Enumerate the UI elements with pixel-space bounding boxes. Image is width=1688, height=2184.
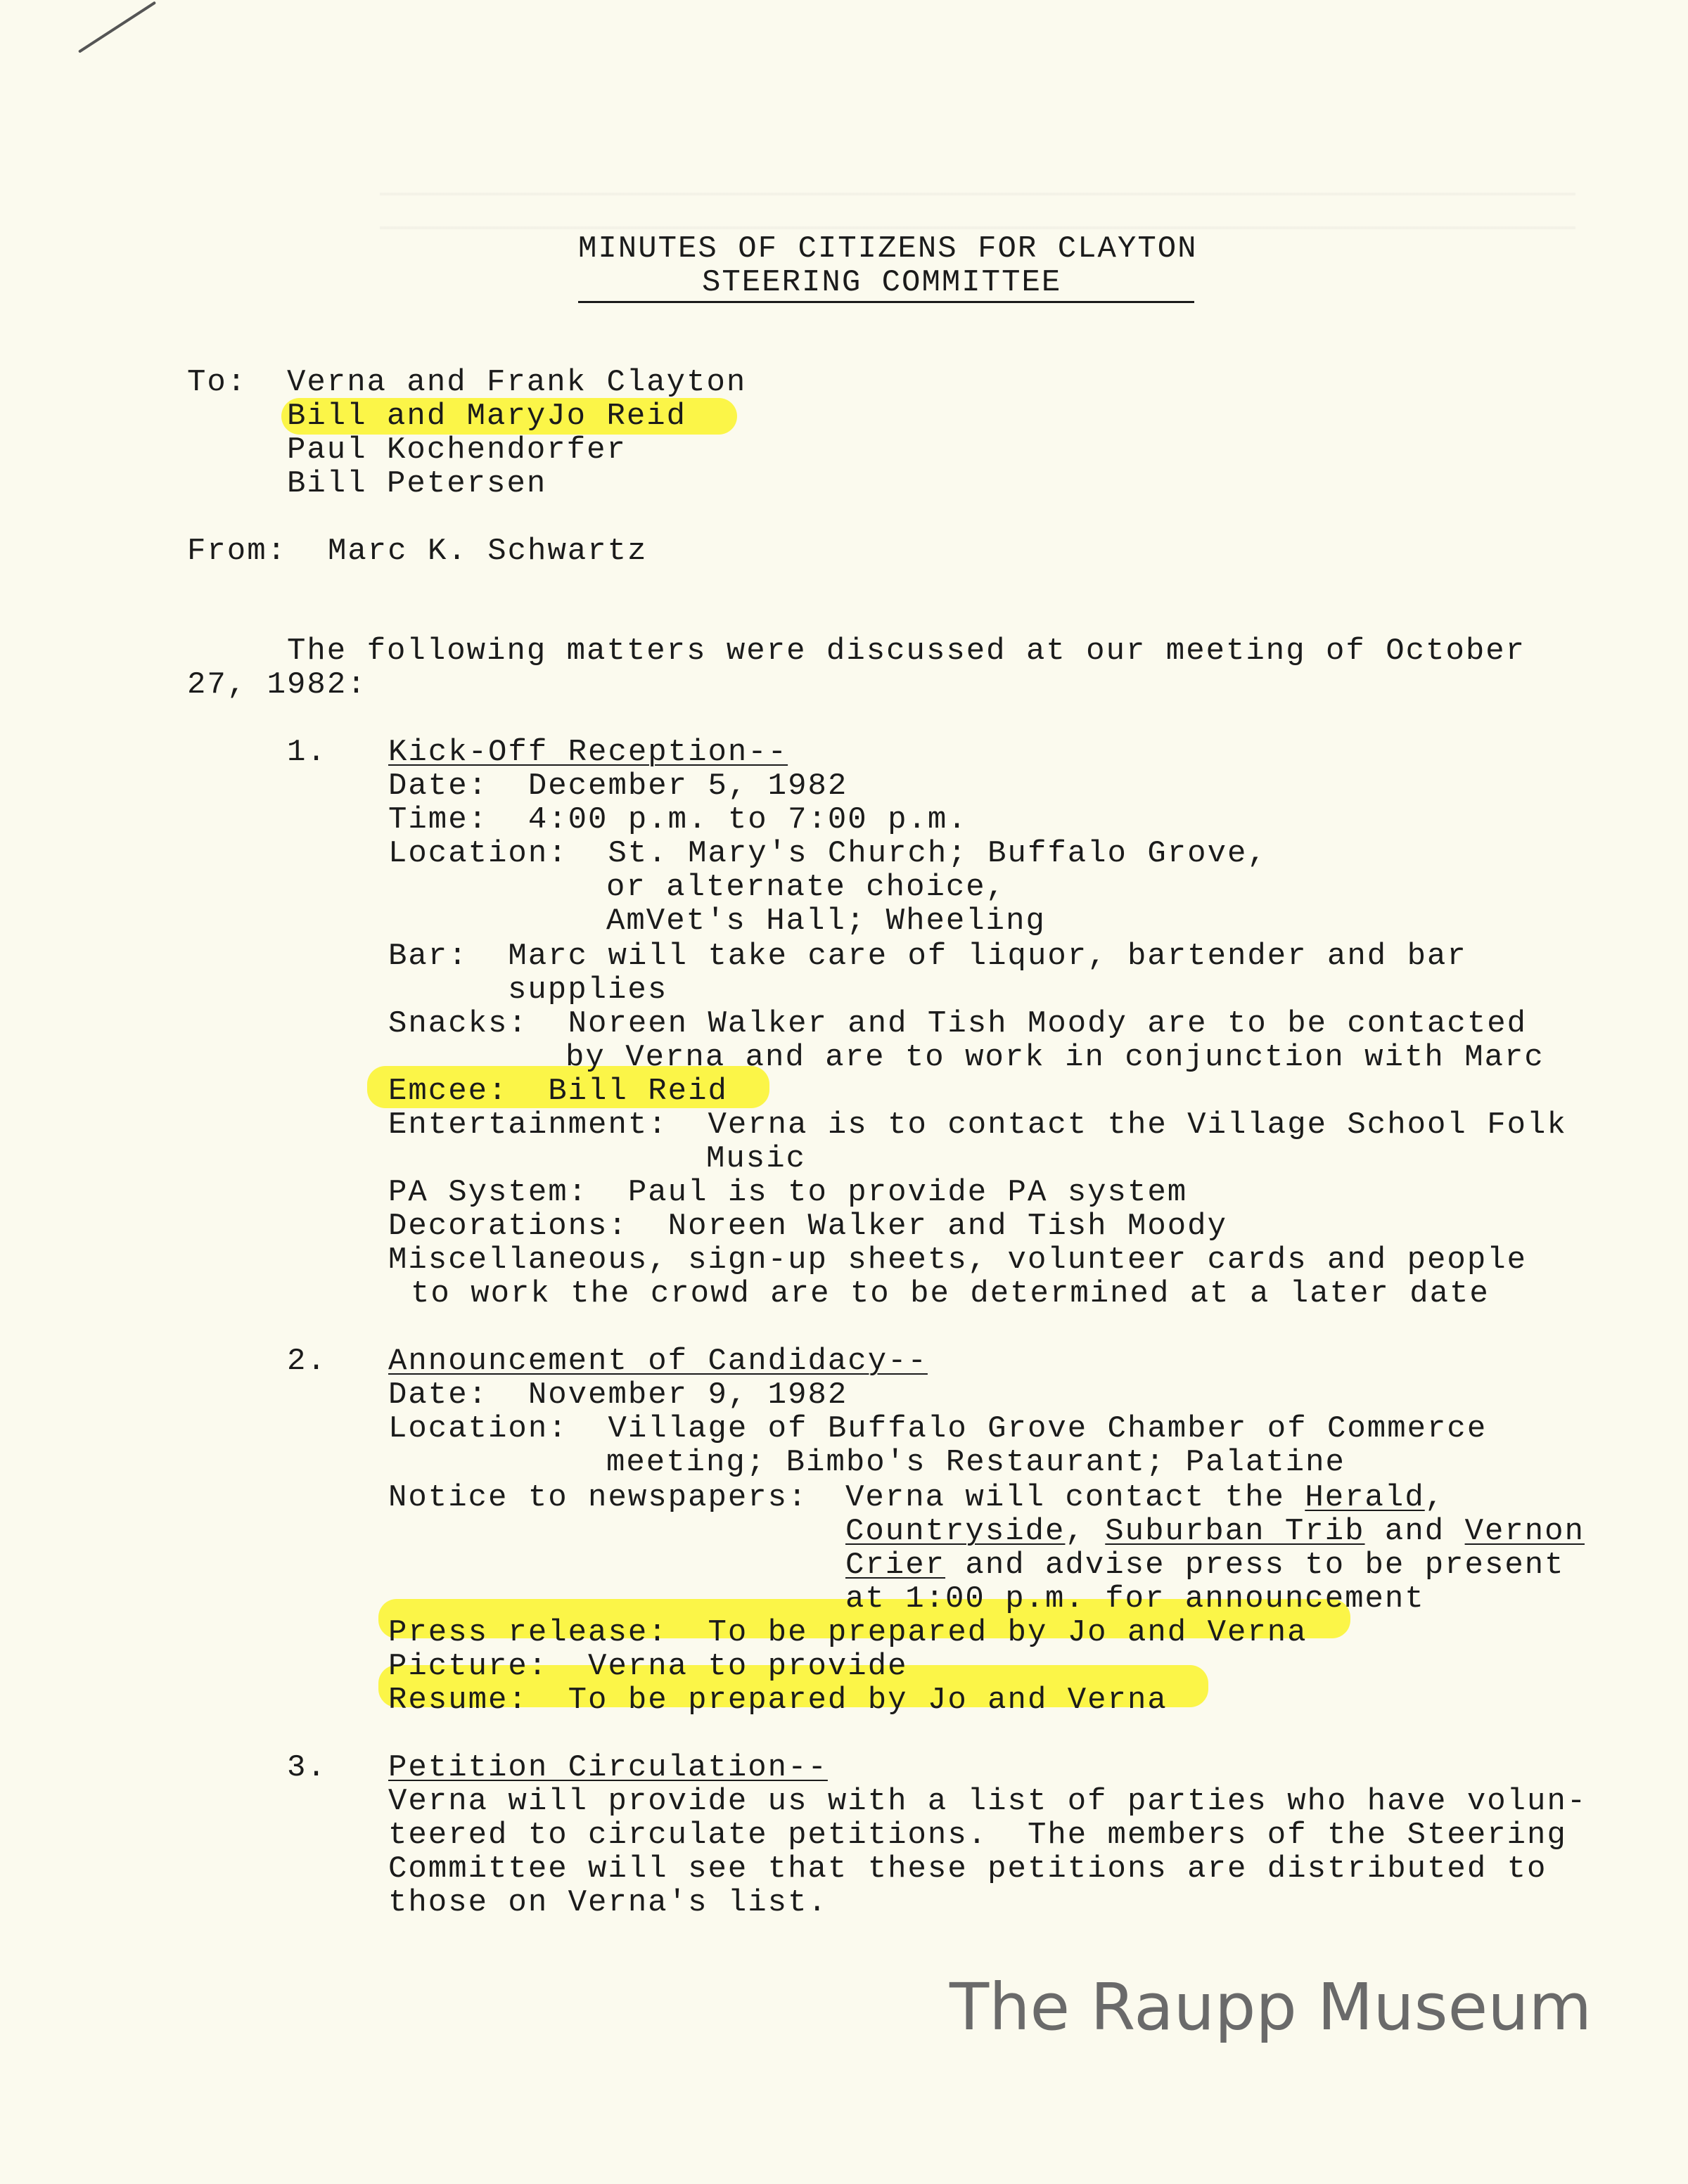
notice-text-c: and advise press to be present (945, 1548, 1565, 1583)
item2-notice-line-2: Countryside, Suburban Trib and Vernon (845, 1514, 1585, 1549)
item2-press-release: Press release: To be prepared by Jo and Verna (388, 1615, 1307, 1650)
item2-location-1: Location: Village of Buffalo Grove Chamber of Commerce (388, 1411, 1488, 1446)
newspaper-vernon: Vernon (1464, 1514, 1585, 1549)
item3-body-4: those on Verna's list. (388, 1885, 828, 1920)
item3-body-1: Verna will provide us with a list of parties who have volun- (388, 1784, 1587, 1819)
item1-entertainment-1: Entertainment: Verna is to contact the Village School Folk (388, 1107, 1567, 1143)
recipient-3: Paul Kochendorfer (287, 432, 627, 468)
item1-decorations: Decorations: Noreen Walker and Tish Moody (388, 1209, 1227, 1244)
item1-time: Time: 4:00 p.m. to 7:00 p.m. (388, 802, 968, 837)
museum-watermark: The Raupp Museum (950, 1970, 1592, 2045)
item1-date: Date: December 5, 1982 (388, 769, 848, 804)
item1-snacks-2: by Verna and are to work in conjunction with Marc (565, 1040, 1545, 1075)
newspaper-countryside: Countryside (845, 1514, 1066, 1549)
item1-snacks-1: Snacks: Noreen Walker and Tish Moody are to be contacted (388, 1006, 1528, 1041)
item2-notice-label: Notice to newspapers: (388, 1480, 808, 1515)
item2-location-2: meeting; Bimbo's Restaurant; Palatine (606, 1445, 1345, 1480)
item1-emcee: Emcee: Bill Reid (388, 1074, 728, 1109)
intro-line-2: 27, 1982: (187, 667, 367, 702)
item1-pa-system: PA System: Paul is to provide PA system (388, 1175, 1188, 1210)
recipient-2: Bill and MaryJo Reid (287, 399, 687, 434)
notice-and: and (1364, 1514, 1465, 1549)
title-underline (578, 301, 1194, 303)
to-label: To: (187, 365, 248, 400)
item1-misc-2: to work the crowd are to be determined at a later date (411, 1276, 1490, 1311)
item2-date: Date: November 9, 1982 (388, 1377, 848, 1413)
item3-number: 3. (287, 1750, 327, 1785)
staple-mark (78, 1, 156, 53)
item3-body-3: Committee will see that these petitions are distributed to (388, 1851, 1547, 1887)
item1-location-2: or alternate choice, (606, 870, 1006, 905)
newspaper-suburban-trib: Suburban Trib (1105, 1514, 1365, 1549)
item2-number: 2. (287, 1344, 327, 1379)
recipient-4: Bill Petersen (287, 466, 547, 501)
item1-number: 1. (287, 735, 327, 770)
item2-picture: Picture: Verna to provide (388, 1649, 908, 1684)
item1-misc-1: Miscellaneous, sign-up sheets, volunteer cards and people (388, 1242, 1528, 1278)
item1-heading: Kick-Off Reception-- (388, 735, 788, 770)
item2-notice-line-1: Verna will contact the Herald, (845, 1480, 1445, 1515)
title-line-2: STEERING COMMITTEE (702, 265, 1062, 300)
item3-heading: Petition Circulation-- (388, 1750, 828, 1785)
item1-entertainment-2: Music (706, 1141, 807, 1176)
item2-resume: Resume: To be prepared by Jo and Verna (388, 1683, 1168, 1718)
item1-location-3: AmVet's Hall; Wheeling (606, 904, 1046, 939)
item1-location-1: Location: St. Mary's Church; Buffalo Grove, (388, 836, 1267, 871)
from-name: Marc K. Schwartz (328, 534, 648, 569)
recipient-1: Verna and Frank Clayton (287, 365, 747, 400)
notice-text-a: Verna will contact the (845, 1480, 1305, 1515)
item3-body-2: teered to circulate petitions. The members of the Steering (388, 1818, 1567, 1853)
item2-notice-line-3 (845, 1548, 1565, 1582)
item2-notice-line-4: at 1:00 p.m. for announcement (845, 1581, 1425, 1617)
intro-line-1: The following matters were discussed at our meeting of October (287, 634, 1526, 669)
item1-bar-2: supplies (508, 972, 668, 1008)
newspaper-crier: Crier (845, 1548, 946, 1583)
from-label: From: (187, 534, 288, 569)
item1-bar-1: Bar: Marc will take care of liquor, bartender and bar (388, 939, 1467, 974)
title-line-1: MINUTES OF CITIZENS FOR CLAYTON (578, 231, 1198, 266)
newspaper-herald: Herald (1305, 1480, 1425, 1515)
item2-heading: Announcement of Candidacy-- (388, 1344, 928, 1379)
